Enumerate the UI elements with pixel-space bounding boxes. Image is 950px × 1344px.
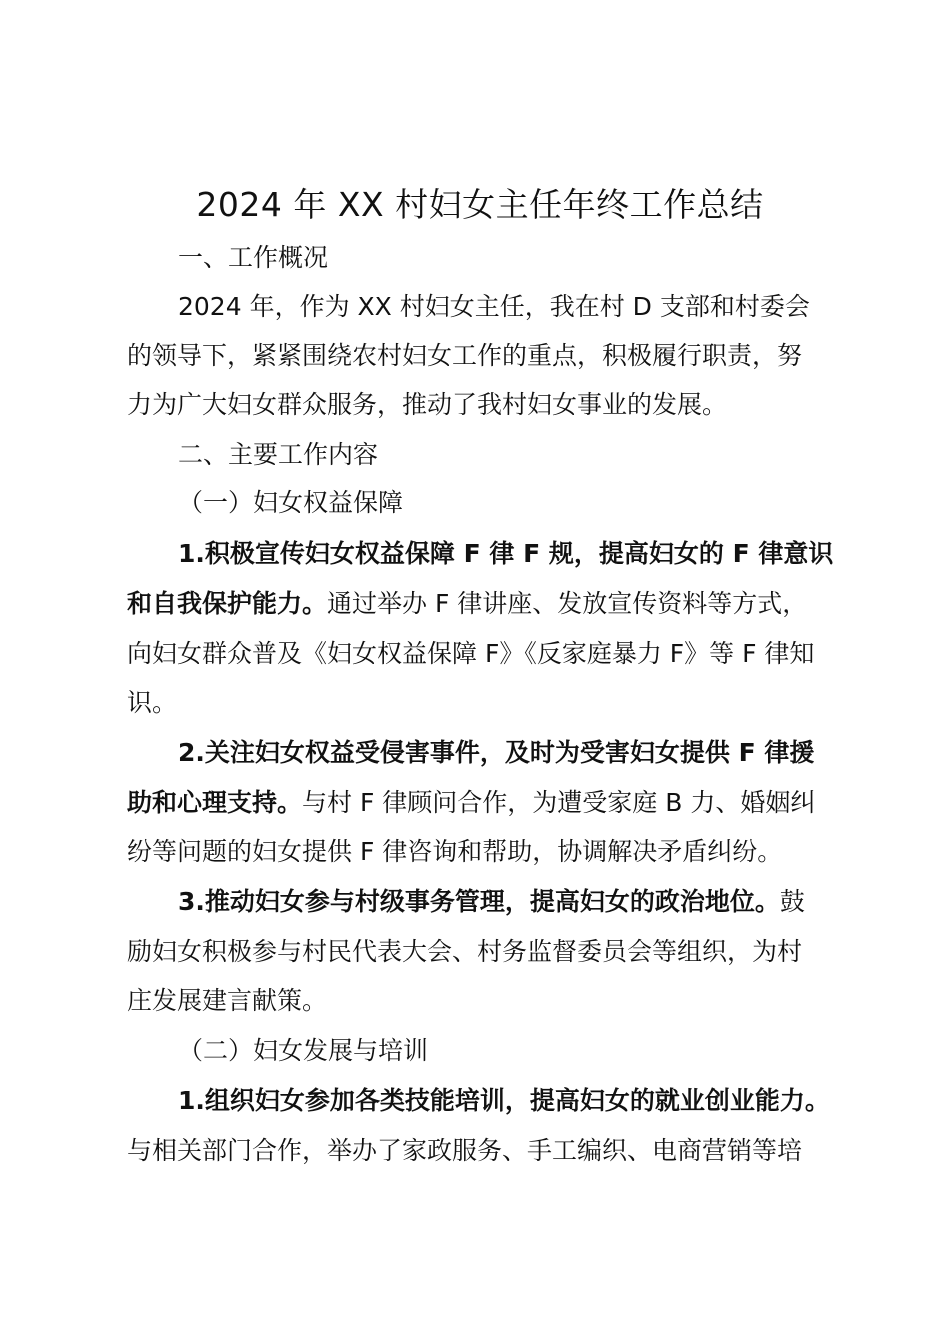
- sub1-item2-line2-bold: 助和心理支持。: [127, 788, 303, 817]
- sub1-item1-line2-bold: 和自我保护能力。: [127, 589, 328, 618]
- section2-heading: 二、主要工作内容: [178, 440, 379, 469]
- section1-p1-line3: 力为广大妇女群众服务，推动了我村妇女事业的发展。: [127, 390, 728, 419]
- sub1-item3-line3: 庄发展建言献策。: [127, 986, 328, 1015]
- section1-p1-line1: 2024 年，作为 XX 村妇女主任，我在村 D 支部和村委会: [178, 292, 810, 321]
- sub1-heading: （一）妇女权益保障: [178, 488, 404, 517]
- sub1-item2-line1: 2.关注妇女权益受侵害事件，及时为受害妇女提供 F 律援: [178, 738, 815, 767]
- section1-p1-line2: 的领导下，紧紧围绕农村妇女工作的重点，积极履行职责，努: [127, 341, 803, 370]
- sub1-item3-line2: 励妇女积极参与村民代表大会、村务监督委员会等组织，为村: [127, 937, 803, 966]
- sub1-item1-line3: 向妇女群众普及《妇女权益保障 F》《反家庭暴力 F》等 F 律知: [127, 639, 815, 668]
- sub2-item1-line1: 1.组织妇女参加各类技能培训，提高妇女的就业创业能力。: [178, 1086, 830, 1115]
- sub1-item2-line2: [127, 783, 847, 823]
- sub2-item1-line2: 与相关部门合作，举办了家政服务、手工编织、电商营销等培: [127, 1136, 803, 1165]
- sub2-heading: （二）妇女发展与培训: [178, 1036, 429, 1065]
- section1-heading: 一、工作概况: [178, 243, 329, 272]
- sub1-item3-line1-rest: 鼓: [779, 887, 805, 916]
- sub1-item3-line1: [178, 882, 898, 922]
- sub1-item1-line1: 1.积极宣传妇女权益保障 F 律 F 规，提高妇女的 F 律意识: [178, 539, 834, 568]
- document-title: 2024 年 XX 村妇女主任年终工作总结: [196, 185, 764, 224]
- sub1-item2-line2-rest: 与村 F 律顾问合作，为遭受家庭 B 力、婚姻纠: [302, 788, 816, 817]
- sub1-item1-line2-rest: 通过举办 F 律讲座、发放宣传资料等方式，: [327, 589, 808, 618]
- sub1-item1-line2: [127, 584, 847, 624]
- sub1-item1-line4: 识。: [127, 688, 178, 717]
- sub1-item3-line1-bold: 3.推动妇女参与村级事务管理，提高妇女的政治地位。: [178, 887, 780, 916]
- sub1-item2-line3: 纷等问题的妇女提供 F 律咨询和帮助，协调解决矛盾纠纷。: [127, 837, 783, 866]
